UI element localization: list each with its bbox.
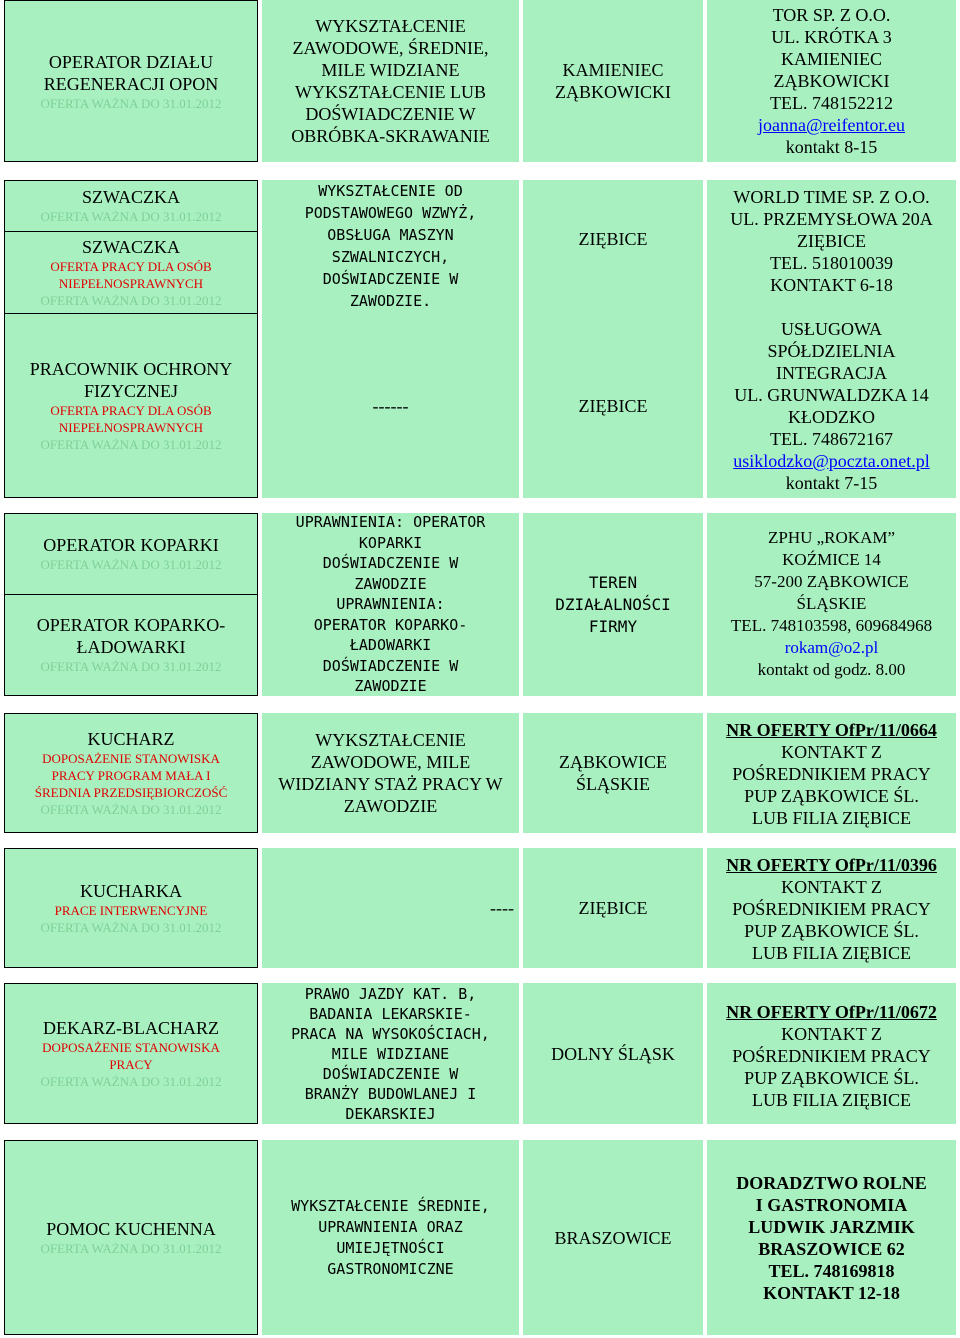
contact-line: KŁODZKO bbox=[788, 407, 875, 427]
job-title-cell bbox=[4, 713, 258, 833]
requirement-line: MILE WIDZIANE bbox=[321, 60, 460, 80]
requirement-line: OBSŁUGA MASZYN bbox=[327, 226, 454, 244]
location-cell bbox=[523, 1140, 703, 1335]
requirement-line: ZAWODZIE bbox=[354, 677, 427, 696]
requirement-line: DOŚWIADCZENIE W bbox=[322, 554, 459, 573]
contact-line: KONTAKT Z bbox=[781, 1024, 882, 1044]
validity-note: OFERTA WAŻNA DO 31.01.2012 bbox=[40, 95, 222, 111]
contact-line: KONTAKT 12-18 bbox=[763, 1282, 900, 1303]
requirement-line: BADANIA LEKARSKIE- bbox=[309, 1004, 472, 1023]
contact-line: 57-200 ZĄBKOWICE bbox=[754, 572, 909, 591]
requirements-cell bbox=[262, 314, 519, 498]
contact-line: TEL. 748103598, 609684968 bbox=[730, 616, 933, 635]
location-line: KAMIENIEC bbox=[562, 60, 664, 80]
requirement-line: UPRAWNIENIA ORAZ bbox=[318, 1217, 463, 1236]
contact-line: TEL. 748152212 bbox=[770, 93, 893, 113]
contact-line: ZĄBKOWICKI bbox=[773, 71, 890, 91]
offer-row-ochrona bbox=[0, 314, 960, 498]
job-title: OPERATOR KOPARKO-ŁADOWARKI bbox=[36, 615, 226, 658]
contact-line: KONTAKT 6-18 bbox=[770, 275, 893, 295]
location-line: FIRMY bbox=[588, 616, 638, 636]
offer-note: DOPOSAŻENIE STANOWISKA PRACY PROGRAM MAŁA I ŚREDNIA PRZEDSIĘBIORCZOŚĆ bbox=[34, 751, 228, 800]
requirement-line: WIDZIANY STAŻ PRACY W bbox=[278, 774, 503, 794]
job-title: KUCHARZ bbox=[87, 729, 175, 749]
contact-cell bbox=[707, 713, 956, 833]
location-line: ŚLĄSKIE bbox=[575, 774, 650, 794]
requirement-line: WYKSZTAŁCENIE LUB bbox=[294, 82, 487, 102]
requirement-line: OBRÓBKA-SKRAWANIE bbox=[291, 126, 490, 146]
contact-line: LUB FILIA ZIĘBICE bbox=[752, 943, 911, 963]
contact-line: TEL. 748672167 bbox=[770, 429, 893, 449]
contact-hours: kontakt 8-15 bbox=[785, 137, 878, 157]
offer-row-kucharka bbox=[0, 848, 960, 968]
offer-row-kucharz bbox=[0, 713, 960, 833]
contact-line: PUP ZĄBKOWICE ŚL. bbox=[744, 786, 919, 806]
contact-line: LUB FILIA ZIĘBICE bbox=[752, 1090, 911, 1110]
contact-line: I GASTRONOMIA bbox=[755, 1194, 908, 1215]
job-title: OPERATOR KOPARKI bbox=[43, 535, 219, 556]
requirement-line: DOŚWIADCZENIE W bbox=[322, 270, 459, 288]
contact-line: POŚREDNIKIEM PRACY bbox=[732, 899, 931, 919]
job-title-cell bbox=[4, 848, 258, 968]
requirement-line: KOPARKI bbox=[358, 533, 423, 552]
location-line: ZIĘBICE bbox=[578, 898, 648, 918]
requirements-cell bbox=[262, 1140, 519, 1335]
location-cell bbox=[523, 0, 703, 162]
offer-number: NR OFERTY OfPr/11/0672 bbox=[726, 1002, 937, 1022]
contact-line: KONTAKT Z bbox=[781, 742, 882, 762]
job-title: DEKARZ-BLACHARZ bbox=[43, 1018, 219, 1038]
requirements-cell bbox=[262, 983, 519, 1124]
validity-note: OFERTA WAŻNA DO 31.01.2012 bbox=[40, 437, 222, 452]
offer-number: NR OFERTY OfPr/11/0396 bbox=[726, 855, 937, 875]
offer-row-pomoc-kuchenna bbox=[0, 1140, 960, 1335]
offer-number: NR OFERTY OfPr/11/0664 bbox=[726, 720, 937, 740]
requirement-line: DOŚWIADCZENIE W bbox=[305, 104, 476, 124]
contact-line: WORLD TIME SP. Z O.O. bbox=[733, 187, 930, 207]
contact-line: KONTAKT Z bbox=[781, 877, 882, 897]
offer-row-szwaczka bbox=[0, 180, 960, 314]
location-line: ZIĘBICE bbox=[578, 396, 648, 416]
contact-line: KAMIENIEC bbox=[781, 49, 882, 69]
validity-note: OFERTA WAŻNA DO 31.01.2012 bbox=[40, 920, 222, 935]
requirement-line: ZAWODZIE bbox=[354, 574, 427, 593]
contact-line: UL. GRUNWALDZKA 14 bbox=[734, 385, 929, 405]
location-line: ZĄBKOWICKI bbox=[555, 82, 671, 102]
job-title: PRACOWNIK OCHRONY FIZYCZNEJ bbox=[29, 359, 233, 401]
requirement-line: SZWALNICZYCH, bbox=[331, 248, 450, 266]
contact-line: TOR SP. Z O.O. bbox=[772, 5, 891, 25]
requirement-line: UPRAWNIENIA: bbox=[336, 595, 445, 614]
contact-line: KOŹMICE 14 bbox=[782, 550, 881, 569]
validity-note: OFERTA WAŻNA DO 31.01.2012 bbox=[40, 557, 222, 573]
contact-cell bbox=[707, 513, 956, 696]
contact-line: POŚREDNIKIEM PRACY bbox=[732, 764, 931, 784]
requirement-line: ŁADOWARKI bbox=[349, 636, 432, 655]
requirement-line: PRACA NA WYSOKOŚCIACH, bbox=[291, 1024, 490, 1043]
requirement-line: ------ bbox=[372, 396, 409, 416]
contact-line: TEL. 748169818 bbox=[768, 1260, 895, 1281]
contact-line: UL. PRZEMYSŁOWA 20A bbox=[730, 209, 933, 229]
contact-cell bbox=[707, 848, 956, 968]
contact-cell bbox=[707, 0, 956, 162]
job-title: SZWACZKA bbox=[82, 236, 180, 257]
location-line: ZĄBKOWICE bbox=[559, 752, 667, 772]
validity-note: OFERTA WAŻNA DO 31.01.2012 bbox=[40, 659, 222, 675]
requirement-line: GASTRONOMICZNE bbox=[327, 1259, 454, 1278]
requirement-line: DOŚWIADCZENIE W bbox=[322, 656, 459, 675]
requirement-line: ZAWODOWE, MILE bbox=[310, 752, 471, 772]
offer-note: OFERTA PRACY DLA OSÓB NIEPEŁNOSPRAWNYCH bbox=[50, 258, 212, 291]
location-line: DZIAŁALNOŚCI bbox=[555, 594, 671, 614]
contact-line: SPÓŁDZIELNIA bbox=[767, 341, 896, 361]
contact-line: LUB FILIA ZIĘBICE bbox=[752, 808, 911, 828]
contact-line: POŚREDNIKIEM PRACY bbox=[732, 1046, 931, 1066]
requirement-line: ZAWODOWE, ŚREDNIE, bbox=[292, 38, 489, 58]
requirement-line: UMIEJĘTNOŚCI bbox=[336, 1238, 445, 1257]
job-title-cell bbox=[4, 314, 258, 498]
validity-note: OFERTA WAŻNA DO 31.01.2012 bbox=[40, 1241, 222, 1256]
requirement-line: PODSTAWOWEGO WZWYŻ, bbox=[304, 204, 477, 222]
contact-line: ZIĘBICE bbox=[797, 231, 866, 251]
offer-row-koparka bbox=[0, 513, 960, 696]
offer-note: DOPOSAŻENIE STANOWISKA PRACY bbox=[42, 1040, 220, 1072]
validity-note: OFERTA WAŻNA DO 31.01.2012 bbox=[40, 802, 222, 817]
contact-line: LUDWIK JARZMIK bbox=[748, 1216, 915, 1237]
contact-line: USŁUGOWA bbox=[781, 319, 882, 339]
requirement-line: WYKSZTAŁCENIE bbox=[315, 16, 466, 36]
requirement-line: WYKSZTAŁCENIE bbox=[315, 730, 466, 750]
contact-line: PUP ZĄBKOWICE ŚL. bbox=[744, 1068, 919, 1088]
requirement-line: ZAWODZIE bbox=[343, 796, 438, 816]
contact-line: TEL. 518010039 bbox=[770, 253, 893, 273]
requirement-line: UPRAWNIENIA: OPERATOR bbox=[295, 513, 486, 532]
email-link[interactable]: joanna@reifentor.eu bbox=[757, 115, 905, 135]
contact-cell bbox=[707, 983, 956, 1124]
contact-cell bbox=[707, 1140, 956, 1335]
job-title: KUCHARKA bbox=[79, 881, 182, 901]
requirement-line: ---- bbox=[490, 898, 514, 918]
offer-note: OFERTA PRACY DLA OSÓB NIEPEŁNOSPRAWNYCH bbox=[50, 403, 212, 435]
requirement-line: BRANŻY BUDOWLANEJ I bbox=[304, 1084, 477, 1103]
requirements-cell bbox=[262, 513, 519, 696]
contact-line: INTEGRACJA bbox=[776, 363, 887, 383]
location-cell bbox=[523, 848, 703, 968]
offer-row-regeneracja bbox=[0, 0, 960, 162]
job-title: POMOC KUCHENNA bbox=[46, 1219, 216, 1239]
offer-note: PRACE INTERWENCYJNE bbox=[54, 903, 208, 918]
contact-cell bbox=[707, 314, 956, 498]
requirement-line: MILE WIDZIANE bbox=[331, 1044, 450, 1063]
job-title-cell bbox=[4, 983, 258, 1124]
job-title: OPERATOR DZIAŁU REGENERACJI OPON bbox=[43, 51, 219, 94]
contact-line: UL. KRÓTKA 3 bbox=[771, 27, 892, 47]
contact-hours: kontakt 7-15 bbox=[785, 473, 878, 493]
job-title-cell bbox=[4, 180, 258, 314]
contact-line: ŚLĄSKIE bbox=[796, 594, 867, 613]
location-cell bbox=[523, 983, 703, 1124]
contact-line: ZPHU „ROKAM” bbox=[767, 528, 896, 547]
location-cell bbox=[523, 180, 703, 314]
location-cell bbox=[523, 314, 703, 498]
offer-row-dekarz bbox=[0, 983, 960, 1124]
requirements-cell bbox=[262, 848, 519, 968]
location-line: DOLNY ŚLĄSK bbox=[551, 1043, 675, 1064]
requirement-line: DEKARSKIEJ bbox=[345, 1104, 436, 1123]
requirement-line: ZAWODZIE. bbox=[349, 292, 432, 310]
validity-note: OFERTA WAŻNA DO 31.01.2012 bbox=[40, 292, 222, 308]
job-title-cell bbox=[4, 513, 258, 696]
requirements-cell bbox=[262, 713, 519, 833]
job-title: SZWACZKA bbox=[82, 187, 180, 208]
location-cell bbox=[523, 513, 703, 696]
validity-note: OFERTA WAŻNA DO 31.01.2012 bbox=[40, 209, 222, 225]
job-title-cell bbox=[4, 0, 258, 162]
email-link[interactable]: rokam@o2.pl bbox=[784, 638, 879, 657]
requirement-line: WYKSZTAŁCENIE ŚREDNIE, bbox=[291, 1196, 490, 1215]
job-title-cell bbox=[4, 1140, 258, 1335]
requirement-line: OPERATOR KOPARKO- bbox=[313, 615, 468, 634]
email-link[interactable]: usiklodzko@poczta.onet.pl bbox=[733, 451, 930, 471]
location-line: BRASZOWICE bbox=[554, 1227, 672, 1248]
contact-line: BRASZOWICE 62 bbox=[758, 1238, 905, 1259]
validity-note: OFERTA WAŻNA DO 31.01.2012 bbox=[40, 1074, 222, 1089]
contact-cell bbox=[707, 180, 956, 314]
requirement-line: WYKSZTAŁCENIE OD bbox=[318, 182, 463, 200]
requirements-cell bbox=[262, 180, 519, 314]
requirements-cell bbox=[262, 0, 519, 162]
requirement-line: DOŚWIADCZENIE W bbox=[322, 1064, 459, 1083]
requirement-line: PRAWO JAZDY KAT. B, bbox=[304, 984, 477, 1003]
location-cell bbox=[523, 713, 703, 833]
contact-hours: kontakt od godz. 8.00 bbox=[757, 660, 906, 679]
contact-line: DORADZTWO ROLNE bbox=[736, 1172, 927, 1193]
location-line: ZIĘBICE bbox=[578, 229, 648, 249]
location-line: TEREN bbox=[588, 572, 638, 592]
contact-line: PUP ZĄBKOWICE ŚL. bbox=[744, 921, 919, 941]
